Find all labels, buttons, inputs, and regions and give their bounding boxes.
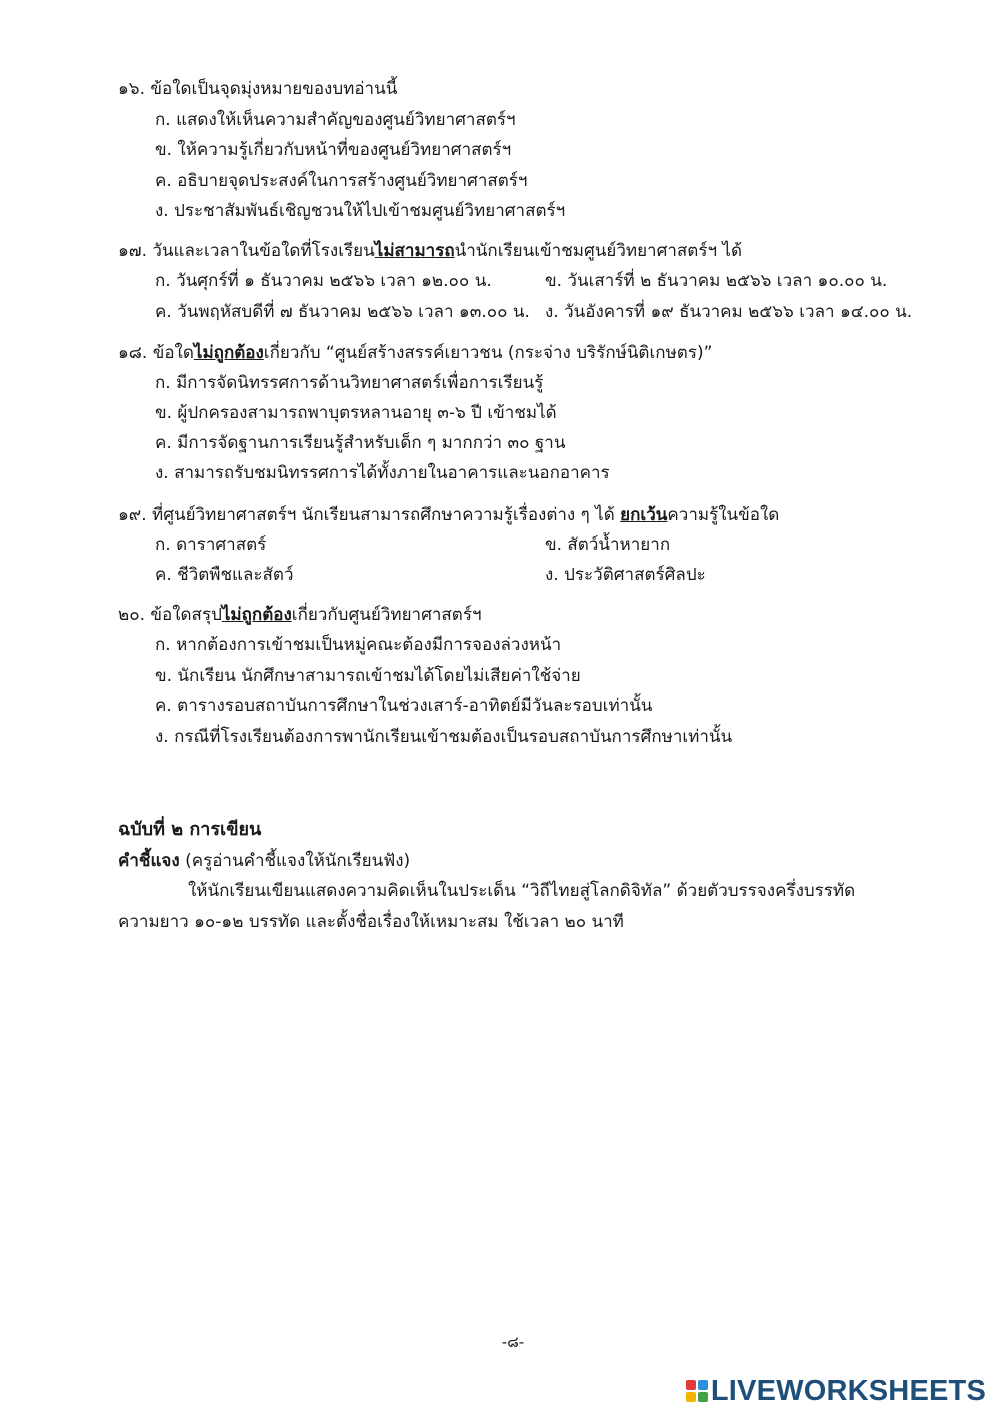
q20-option-c: ค. ตารางรอบสถาบันการศึกษาในช่วงเสาร์-อาทิตย์มีวันละรอบเท่านั้น [155, 696, 653, 716]
q20-option-d: ง. กรณีที่โรงเรียนต้องการพานักเรียนเข้าชมต้องเป็นรอบสถาบันการศึกษาเท่านั้น [155, 727, 733, 747]
page-number: -๘- [501, 1333, 525, 1351]
instruction-note: (ครูอ่านคำชี้แจงให้นักเรียนฟัง) [179, 851, 411, 871]
q16-option-b: ข. ให้ความรู้เกี่ยวกับหน้าที่ของศูนย์วิทยาศาสตร์ฯ [155, 140, 512, 160]
q17-option-c: ค. วันพฤหัสบดีที่ ๗ ธันวาคม ๒๕๖๖ เวลา ๑๓.๐๐ น. [155, 302, 530, 322]
q20-option-b: ข. นักเรียน นักศึกษาสามารถเข้าชมได้โดยไม่เสียค่าใช้จ่าย [155, 666, 581, 686]
q17-option-b: ข. วันเสาร์ที่ ๒ ธันวาคม ๒๕๖๖ เวลา ๑๐.๐๐ น. [545, 271, 888, 291]
logo-square [686, 1392, 696, 1402]
liveworksheets-logo-icon [686, 1380, 708, 1402]
q16-option-d: ง. ประชาสัมพันธ์เชิญชวนให้ไปเข้าชมศูนย์วิทยาศาสตร์ฯ [155, 201, 566, 221]
question-18 [118, 342, 712, 364]
q17-emphasis: ไม่สามารถ [374, 241, 455, 261]
q17-text-pre: ๑๗. วันและเวลาในข้อใดที่โรงเรียน [118, 241, 375, 261]
q18-text-pre: ๑๘. ข้อใด [118, 343, 194, 363]
q20-text-post: เกี่ยวกับศูนย์วิทยาศาสตร์ฯ [291, 605, 482, 625]
question-16: ๑๖. ข้อใดเป็นจุดมุ่งหมายของบทอ่านนี้ [118, 79, 398, 99]
logo-square [698, 1380, 708, 1390]
question-20 [118, 604, 482, 626]
writing-prompt-line-2: ความยาว ๑๐-๑๒ บรรทัด และตั้งชื่อเรื่องให้เหมาะสม ใช้เวลา ๒๐ นาที [118, 912, 624, 932]
logo-square [686, 1380, 696, 1390]
q18-text-post: เกี่ยวกับ “ศูนย์สร้างสรรค์เยาวชน (กระจ่าง บริรักษ์นิติเกษตร)” [263, 343, 713, 363]
q19-option-a: ก. ดาราศาสตร์ [155, 535, 267, 555]
q17-option-d: ง. วันอังคารที่ ๑๙ ธันวาคม ๒๕๖๖ เวลา ๑๔.๐๐ น. [545, 302, 913, 322]
q20-text-pre: ๒๐. ข้อใดสรุป [118, 605, 222, 625]
q18-option-a: ก. มีการจัดนิทรรศการด้านวิทยาศาสตร์เพื่อการเรียนรู้ [155, 373, 544, 393]
question-19 [118, 504, 779, 526]
q20-emphasis: ไม่ถูกต้อง [221, 605, 292, 625]
q16-option-c: ค. อธิบายจุดประสงค์ในการสร้างศูนย์วิทยาศาสตร์ฯ [155, 171, 528, 191]
q19-text-pre: ๑๙. ที่ศูนย์วิทยาศาสตร์ฯ นักเรียนสามารถศึกษาความรู้เรื่องต่าง ๆ ได้ [118, 505, 621, 525]
instruction-line [118, 850, 410, 872]
q18-option-b: ข. ผู้ปกครองสามารถพาบุตรหลานอายุ ๓-๖ ปี เข้าชมได้ [155, 403, 557, 423]
q16-option-a: ก. แสดงให้เห็นความสำคัญของศูนย์วิทยาศาสตร์ฯ [155, 110, 516, 130]
q20-option-a: ก. หากต้องการเข้าชมเป็นหมู่คณะต้องมีการจองล่วงหน้า [155, 635, 562, 655]
instruction-label: คำชี้แจง [118, 851, 180, 871]
q19-option-b: ข. สัตว์น้ำหายาก [545, 535, 671, 555]
q19-emphasis: ยกเว้น [620, 505, 668, 525]
q18-option-c: ค. มีการจัดฐานการเรียนรู้สำหรับเด็ก ๆ มากกว่า ๓๐ ฐาน [155, 433, 566, 453]
logo-square [698, 1392, 708, 1402]
q17-text-post: นำนักเรียนเข้าชมศูนย์วิทยาศาสตร์ฯ ได้ [454, 241, 743, 261]
liveworksheets-brand [686, 1374, 986, 1408]
q18-option-d: ง. สามารถรับชมนิทรรศการได้ทั้งภายในอาคารและนอกอาคาร [155, 463, 610, 483]
section-2-title: ฉบับที่ ๒ การเขียน [118, 819, 262, 840]
q19-text-post: ความรู้ในข้อใด [667, 505, 780, 525]
q18-emphasis: ไม่ถูกต้อง [193, 343, 264, 363]
q17-option-a: ก. วันศุกร์ที่ ๑ ธันวาคม ๒๕๖๖ เวลา ๑๒.๐๐ น. [155, 271, 492, 291]
q19-option-d: ง. ประวัติศาสตร์ศิลปะ [545, 565, 706, 585]
question-17 [118, 240, 742, 262]
writing-prompt-line-1: ให้นักเรียนเขียนแสดงความคิดเห็นในประเด็น “วิถีไทยสู่โลกดิจิทัล” ด้วยตัวบรรจงครึ่งบรรทัด [188, 881, 856, 901]
q19-option-c: ค. ชีวิตพืชและสัตว์ [155, 565, 294, 585]
brand-name: LIVEWORKSHEETS [710, 1374, 986, 1407]
